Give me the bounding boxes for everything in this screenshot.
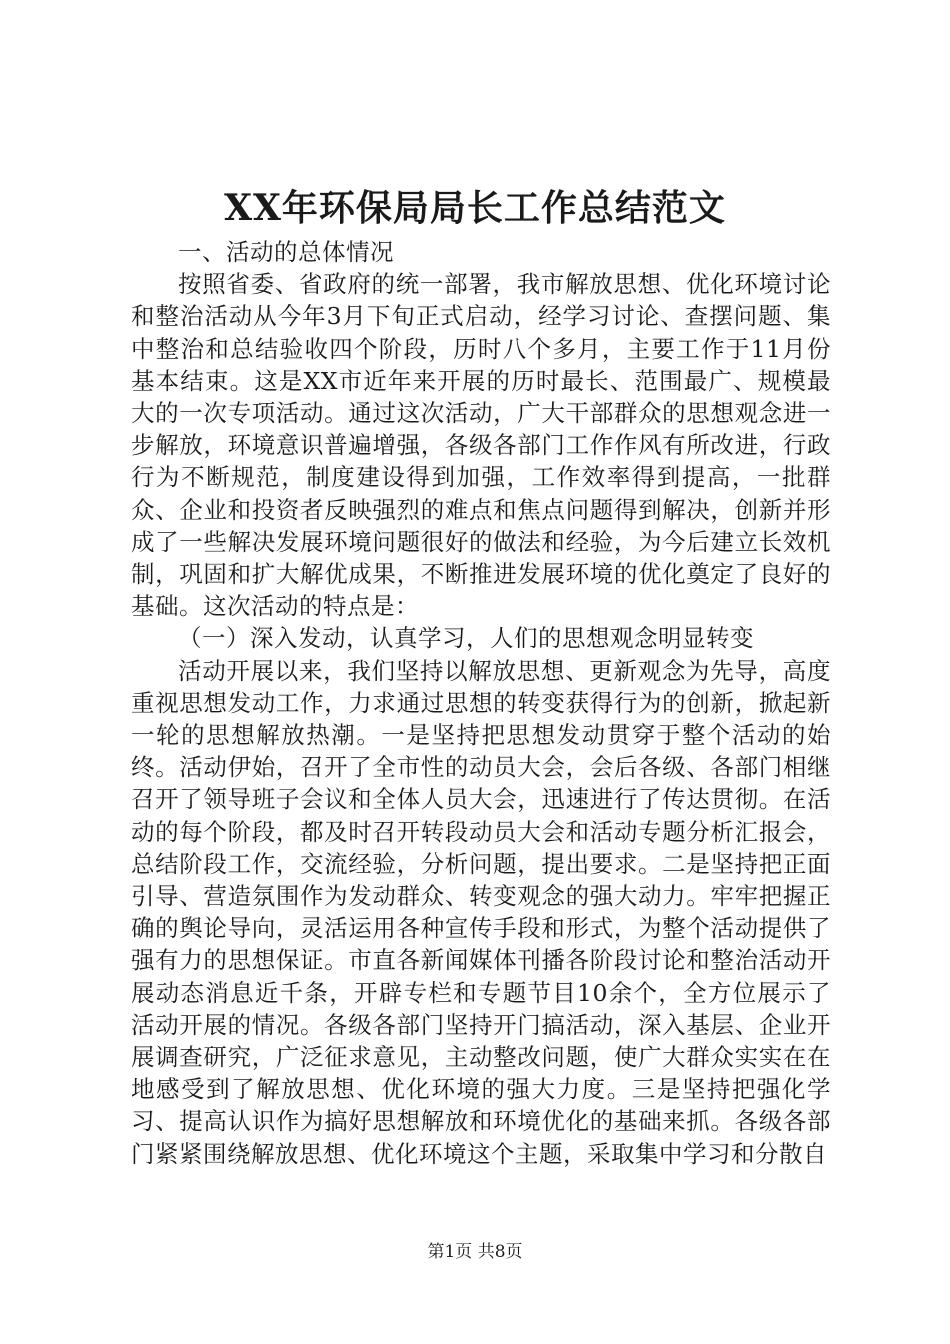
document-body [131,236,831,1170]
document-title: XX年环保局局长工作总结范文 [224,187,726,229]
body-paragraph: 活动开展以来，我们坚持以解放思想、更新观念为先导，高度重视思想发动工作，力求通过思想的转变获得行为的创新，掀起新一轮的思想解放热潮。一是坚持把思想发动贯穿于整个活动的始终。活动伊始，召开了全市性的动员大会，会后各级、各部门相继召开了领导班子会议和全体人员大会，迅速进行了传达贯彻。在活动的每个阶段，都及时召开转段动员大会和活动专题分析汇报会，总结阶段工作，交流经验，分析问题，提出要求。二是坚持把正面引导、营造氛围作为发动群众、转变观念的强大动力。牢牢把握正确的舆论导向，灵活运用各种宣传手段和形式，为整个活动提供了强有力的思想保证。市直各新闻媒体刊播各阶段讨论和整治活动开展动态消息近千条，开辟专栏和专题节目10余个，全方位展示了活动开展的情况。各级各部门坚持开门搞活动，深入基层、企业开展调查研究，广泛征求意见，主动整改问题，使广大群众实实在在地感受到了解放思想、优化环境的强大力度。三是坚持把强化学习、提高认识作为搞好思想解放和环境优化的基础来抓。各级各部门紧紧围绕解放思想、优化环境这个主题，采取集中学习和分散自 [131,656,831,1168]
section-heading: 一、活动的总体情况 [178,238,394,266]
subsection-heading: （一）深入发动，认真学习，人们的思想观念明显转变 [178,624,754,653]
body-paragraph: 按照省委、省政府的统一部署，我市解放思想、优化环境讨论和整治活动从今年3月下旬正式启动，经学习讨论、查摆问题、集中整治和总结验收四个阶段，历时八个多月，主要工作于11月份基本结束。这是XX市近年来开展的历时最长、范围最广、规模最大的一次专项活动。通过这次活动，广大干部群众的思想观念进一步解放，环境意识普遍增强，各级各部门工作作风有所改进，行政行为不断规范，制度建设得到加强，工作效率得到提高，一批群众、企业和投资者反映强烈的难点和焦点问题得到解决，创新并形成了一些解决发展环境问题很好的做法和经验，为今后建立长效机制，巩固和扩大解优成果，不断推进发展环境的优化奠定了良好的基础。这次活动的特点是： [131,270,831,621]
page-footer: 第1页 共8页 [427,1242,523,1262]
